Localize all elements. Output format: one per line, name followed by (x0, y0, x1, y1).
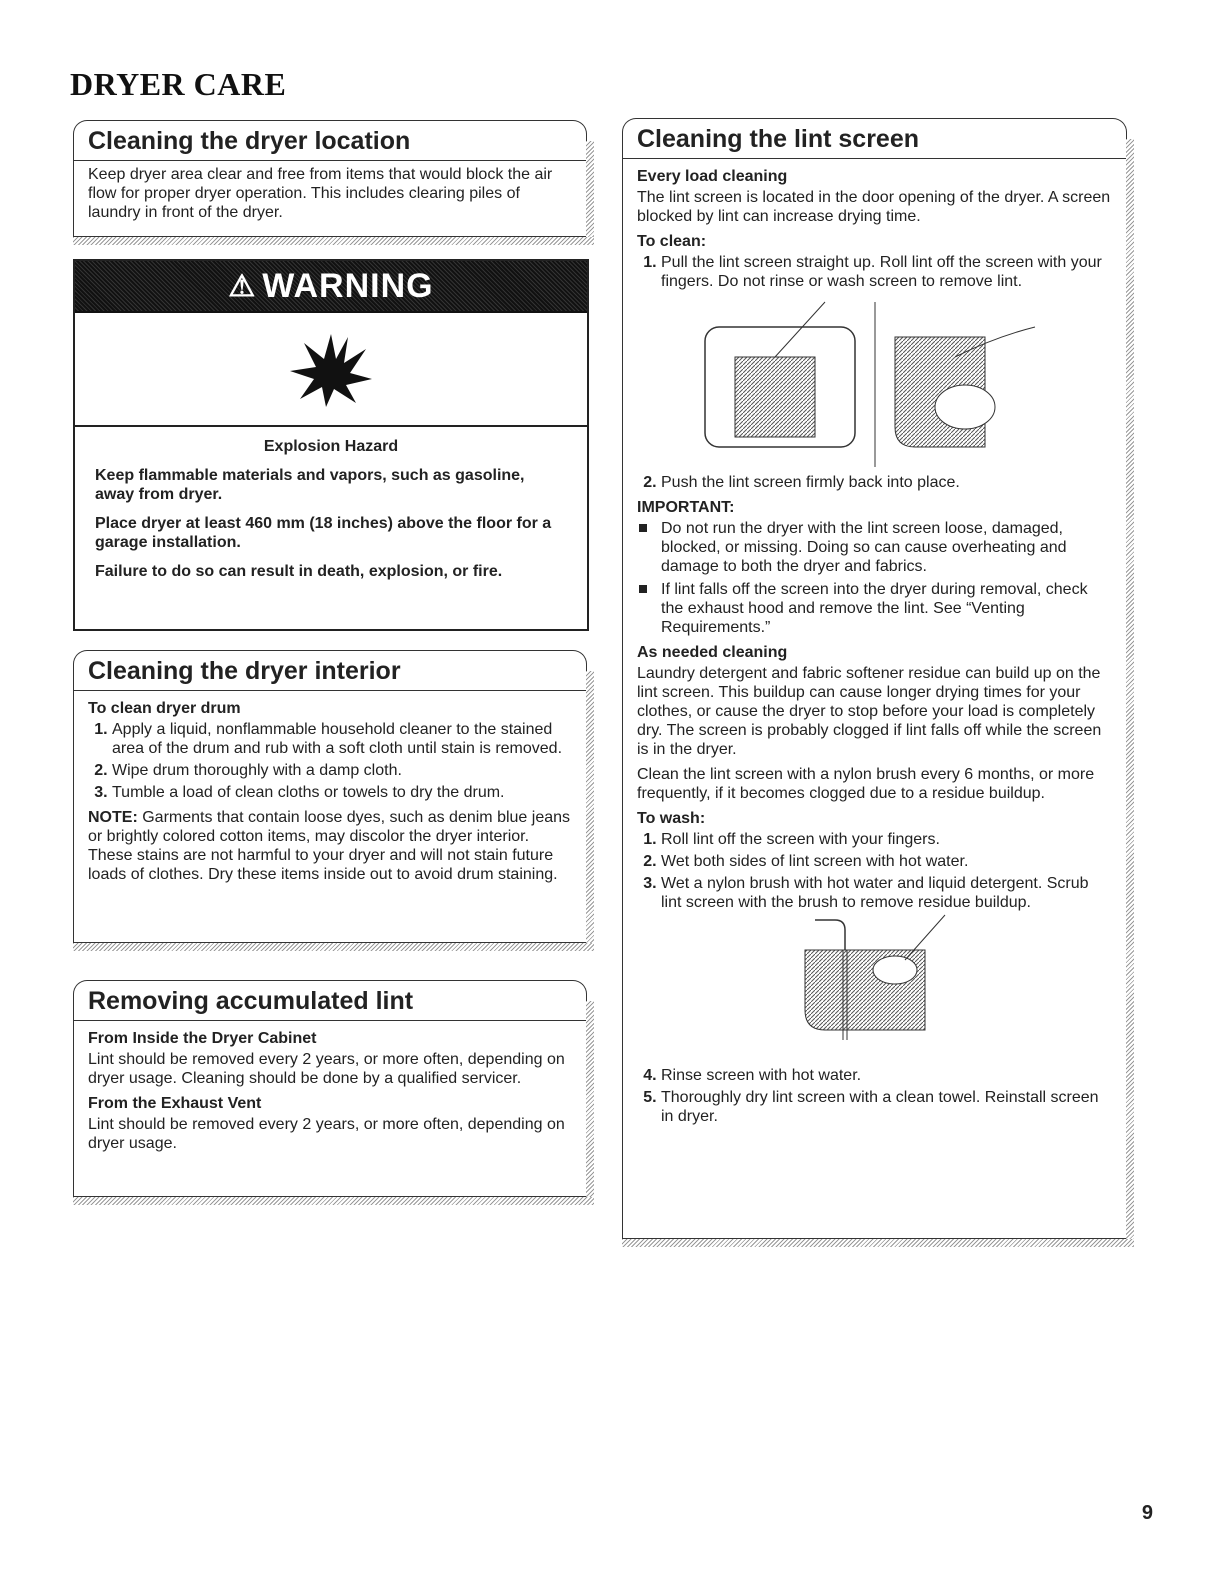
lint-screen-heading: Cleaning the lint screen (623, 119, 1126, 159)
clean-step-1: 1. Pull the lint screen straight up. Roll lint off the screen with your fingers. Do not rinse or wash screen to remove lint. (661, 253, 1112, 291)
lint-screen-removal-illustration (695, 297, 1055, 467)
lint-screen-section (622, 118, 1127, 1239)
wash-step-4: 4. Rinse screen with hot water. (661, 1066, 1112, 1085)
vent-text: Lint should be removed every 2 years, or more often, depending on dryer usage. (88, 1116, 565, 1152)
as-needed-sub: As needed cleaning (637, 644, 788, 661)
location-text: Keep dryer area clear and free from items that would block the air flow for proper dryer operation. This includes clearing piles of laundry in front of the dryer. (88, 166, 553, 221)
location-section (73, 120, 587, 237)
important-bullet-2: If lint falls off the screen into the dryer during removal, check the exhaust hood and remove the lint. See “Venting Requirements.” (661, 580, 1112, 637)
warning-line-2: Place dryer at least 460 mm (18 inches) above the floor for a garage installation. (95, 515, 552, 551)
every-load-sub: Every load cleaning (637, 168, 788, 185)
warning-triangle-icon: ⚠ (228, 269, 257, 303)
lint-screen-washing-illustration (775, 910, 975, 1060)
vent-sub: From the Exhaust Vent (88, 1095, 262, 1112)
page-number: 9 (1141, 1502, 1153, 1524)
lint-removal-heading: Removing accumulated lint (74, 981, 586, 1021)
to-clean-sub: To clean: (637, 233, 707, 250)
warning-line-3: Failure to do so can result in death, explosion, or fire. (95, 563, 503, 580)
interior-step-2: 2. Wipe drum thoroughly with a damp cloth. (112, 761, 572, 780)
explosion-icon (286, 329, 376, 409)
as-needed-text-2: Clean the lint screen with a nylon brush every 6 months, or more frequently, if it becomes clogged due to a residue buildup. (637, 766, 1095, 802)
wash-step-3: 3. Wet a nylon brush with hot water and liquid detergent. Scrub lint screen with the brush to remove residue buildup. (661, 874, 1112, 912)
interior-note (88, 808, 572, 884)
location-heading: Cleaning the dryer location (74, 121, 586, 161)
note-label: NOTE: (88, 809, 138, 826)
note-text: Garments that contain loose dyes, such as denim blue jeans or brightly colored cotton items, may discolor the dryer interior. These stains are not harmful to your dryer and will not stain future loads of clothes. Dry these items inside out to avoid drum staining. (88, 809, 571, 883)
interior-step-3: 3. Tumble a load of clean cloths or towels to dry the drum. (112, 783, 572, 802)
page-title: DRYER CARE (70, 66, 287, 102)
as-needed-text-1: Laundry detergent and fabric softener residue can build up on the lint screen. This buildup can cause longer drying times for your clothes, or cause the dryer to stop before your load is completely dry. The screen is probably clogged if lint falls off while the screen is in the dryer. (637, 665, 1102, 758)
warning-banner (75, 261, 587, 313)
warning-line-1: Keep flammable materials and vapors, such as gasoline, away from dryer. (95, 467, 525, 503)
to-wash-sub: To wash: (637, 810, 706, 827)
clean-step-2: 2. Push the lint screen firmly back into place. (661, 473, 1112, 492)
wash-step-2: 2. Wet both sides of lint screen with hot water. (661, 852, 1112, 871)
lint-removal-section (73, 980, 587, 1197)
important-label: IMPORTANT: (637, 499, 735, 516)
interior-heading: Cleaning the dryer interior (74, 651, 586, 691)
interior-sub: To clean dryer drum (88, 700, 241, 717)
important-bullet-1: Do not run the dryer with the lint screen loose, damaged, blocked, or missing. Doing so can cause overheating and damage to both the dryer and fabrics. (661, 519, 1112, 576)
cabinet-sub: From Inside the Dryer Cabinet (88, 1030, 317, 1047)
cabinet-text: Lint should be removed every 2 years, or more often, depending on dryer usage. Cleaning should be done by a qualified servicer. (88, 1051, 565, 1087)
interior-step-1: 1. Apply a liquid, nonflammable household cleaner to the stained area of the drum and rub with a soft cloth until stain is removed. (112, 720, 572, 758)
interior-section (73, 650, 587, 943)
warning-box (73, 259, 589, 631)
wash-step-5: 5. Thoroughly dry lint screen with a clean towel. Reinstall screen in dryer. (661, 1088, 1112, 1126)
warning-hazard: Explosion Hazard (263, 438, 399, 455)
wash-step-1: 1. Roll lint off the screen with your fingers. (661, 830, 1112, 849)
every-load-text: The lint screen is located in the door opening of the dryer. A screen blocked by lint can increase drying time. (637, 189, 1111, 225)
warning-banner-text: WARNING (262, 266, 434, 305)
